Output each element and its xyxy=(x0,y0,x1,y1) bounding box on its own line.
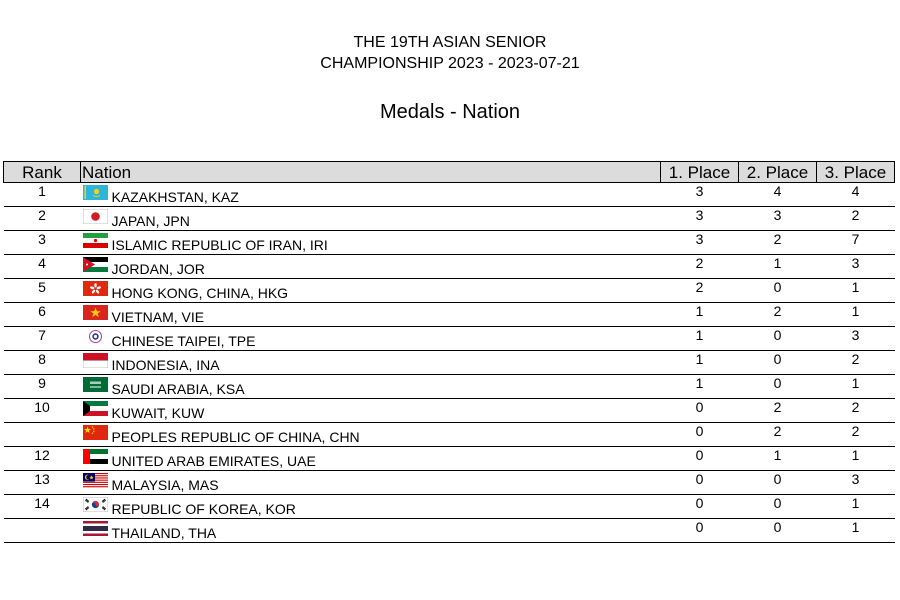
first-place-cell: 0 xyxy=(661,519,739,543)
second-place-cell: 0 xyxy=(739,279,817,303)
third-place-cell: 1 xyxy=(817,375,895,399)
rank-cell: 1 xyxy=(4,183,81,207)
third-place-cell: 1 xyxy=(817,495,895,519)
table-row xyxy=(4,495,895,519)
nation-cell xyxy=(81,375,661,399)
rank-cell xyxy=(4,519,81,543)
ksa-flag-icon xyxy=(83,377,108,392)
first-place-cell: 0 xyxy=(661,471,739,495)
first-place-cell: 1 xyxy=(661,351,739,375)
rank-cell: 12 xyxy=(4,447,81,471)
third-place-cell: 1 xyxy=(817,279,895,303)
rank-cell: 13 xyxy=(4,471,81,495)
medal-table xyxy=(3,161,895,543)
nation-name: MALAYSIA, MAS xyxy=(111,477,219,493)
first-place-cell: 0 xyxy=(661,399,739,423)
rank-cell: 3 xyxy=(4,231,81,255)
second-place-cell: 0 xyxy=(739,471,817,495)
hkg-flag-icon xyxy=(83,281,108,296)
nation-cell xyxy=(81,399,661,423)
nation-cell xyxy=(81,279,661,303)
second-place-cell: 0 xyxy=(739,351,817,375)
nation-name: ISLAMIC REPUBLIC OF IRAN, IRI xyxy=(111,237,328,253)
nation-cell xyxy=(81,327,661,351)
nation-cell xyxy=(81,207,661,231)
nation-name: INDONESIA, INA xyxy=(111,357,220,373)
first-place-cell: 3 xyxy=(661,231,739,255)
second-place-cell: 2 xyxy=(739,303,817,327)
nation-cell xyxy=(81,471,661,495)
nation-cell xyxy=(81,303,661,327)
second-place-cell: 1 xyxy=(739,255,817,279)
nation-name: PEOPLES REPUBLIC OF CHINA, CHN xyxy=(111,429,360,445)
vie-flag-icon xyxy=(83,305,108,320)
rank-cell: 4 xyxy=(4,255,81,279)
iri-flag-icon xyxy=(83,233,108,248)
mas-flag-icon xyxy=(83,473,108,488)
first-place-cell: 3 xyxy=(661,183,739,207)
third-place-cell: 1 xyxy=(817,519,895,543)
rank-cell: 10 xyxy=(4,399,81,423)
jor-flag-icon xyxy=(83,257,108,272)
first-place-column-header: 1. Place xyxy=(661,162,739,183)
second-place-column-header: 2. Place xyxy=(739,162,817,183)
first-place-cell: 1 xyxy=(661,375,739,399)
first-place-cell: 1 xyxy=(661,327,739,351)
third-place-cell: 2 xyxy=(817,351,895,375)
second-place-cell: 1 xyxy=(739,447,817,471)
rank-cell: 6 xyxy=(4,303,81,327)
nation-name: KUWAIT, KUW xyxy=(111,405,205,421)
nation-cell xyxy=(81,423,661,447)
tha-flag-icon xyxy=(83,521,108,536)
nation-cell xyxy=(81,495,661,519)
nation-name: THAILAND, THA xyxy=(111,525,217,541)
chn-flag-icon xyxy=(83,425,108,440)
rank-cell: 8 xyxy=(4,351,81,375)
uae-flag-icon xyxy=(83,449,108,464)
rank-cell: 9 xyxy=(4,375,81,399)
second-place-cell: 0 xyxy=(739,375,817,399)
third-place-cell: 2 xyxy=(817,207,895,231)
third-place-cell: 1 xyxy=(817,447,895,471)
nation-column-header: Nation xyxy=(81,162,661,183)
table-row xyxy=(4,423,895,447)
table-row xyxy=(4,447,895,471)
third-place-cell: 2 xyxy=(817,423,895,447)
first-place-cell: 0 xyxy=(661,495,739,519)
nation-cell xyxy=(81,519,661,543)
rank-cell: 2 xyxy=(4,207,81,231)
nation-name: JORDAN, JOR xyxy=(111,261,205,277)
table-row xyxy=(4,183,895,207)
table-row xyxy=(4,327,895,351)
first-place-cell: 3 xyxy=(661,207,739,231)
third-place-column-header: 3. Place xyxy=(817,162,895,183)
table-row xyxy=(4,231,895,255)
first-place-cell: 2 xyxy=(661,279,739,303)
second-place-cell: 0 xyxy=(739,519,817,543)
kaz-flag-icon xyxy=(83,185,108,200)
second-place-cell: 3 xyxy=(739,207,817,231)
nation-cell xyxy=(81,183,661,207)
second-place-cell: 0 xyxy=(739,495,817,519)
third-place-cell: 7 xyxy=(817,231,895,255)
page-subtitle: Medals - Nation xyxy=(379,101,521,123)
nation-cell xyxy=(81,231,661,255)
table-row xyxy=(4,471,895,495)
second-place-cell: 2 xyxy=(739,423,817,447)
title-line-1: THE 19TH ASIAN SENIOR xyxy=(353,34,547,51)
table-header-row xyxy=(4,162,895,183)
second-place-cell: 2 xyxy=(739,231,817,255)
third-place-cell: 3 xyxy=(817,255,895,279)
table-row xyxy=(4,519,895,543)
third-place-cell: 3 xyxy=(817,471,895,495)
second-place-cell: 0 xyxy=(739,327,817,351)
table-row xyxy=(4,351,895,375)
nation-name: JAPAN, JPN xyxy=(111,213,190,229)
table-row xyxy=(4,279,895,303)
nation-cell xyxy=(81,447,661,471)
nation-name: CHINESE TAIPEI, TPE xyxy=(111,333,256,349)
rank-cell: 14 xyxy=(4,495,81,519)
ina-flag-icon xyxy=(83,353,108,368)
nation-cell xyxy=(81,255,661,279)
nation-cell xyxy=(81,351,661,375)
rank-cell xyxy=(4,423,81,447)
first-place-cell: 0 xyxy=(661,447,739,471)
nation-name: UNITED ARAB EMIRATES, UAE xyxy=(111,453,316,469)
jpn-flag-icon xyxy=(83,209,108,224)
third-place-cell: 3 xyxy=(817,327,895,351)
first-place-cell: 1 xyxy=(661,303,739,327)
nation-name: HONG KONG, CHINA, HKG xyxy=(111,285,289,301)
tpe-flag-icon xyxy=(83,329,108,344)
third-place-cell: 2 xyxy=(817,399,895,423)
rank-column-header: Rank xyxy=(4,162,81,183)
nation-name: VIETNAM, VIE xyxy=(111,309,205,325)
table-row xyxy=(4,303,895,327)
first-place-cell: 0 xyxy=(661,423,739,447)
nation-name: KAZAKHSTAN, KAZ xyxy=(111,189,239,205)
title-line-2: CHAMPIONSHIP 2023 - 2023-07-21 xyxy=(320,55,580,72)
table-row xyxy=(4,375,895,399)
third-place-cell: 1 xyxy=(817,303,895,327)
kor-flag-icon xyxy=(83,497,108,512)
rank-cell: 5 xyxy=(4,279,81,303)
rank-cell: 7 xyxy=(4,327,81,351)
table-row xyxy=(4,207,895,231)
table-row xyxy=(4,255,895,279)
kuw-flag-icon xyxy=(83,401,108,416)
second-place-cell: 2 xyxy=(739,399,817,423)
nation-name: SAUDI ARABIA, KSA xyxy=(111,381,245,397)
first-place-cell: 2 xyxy=(661,255,739,279)
table-row xyxy=(4,399,895,423)
second-place-cell: 4 xyxy=(739,183,817,207)
nation-name: REPUBLIC OF KOREA, KOR xyxy=(111,501,296,517)
third-place-cell: 4 xyxy=(817,183,895,207)
